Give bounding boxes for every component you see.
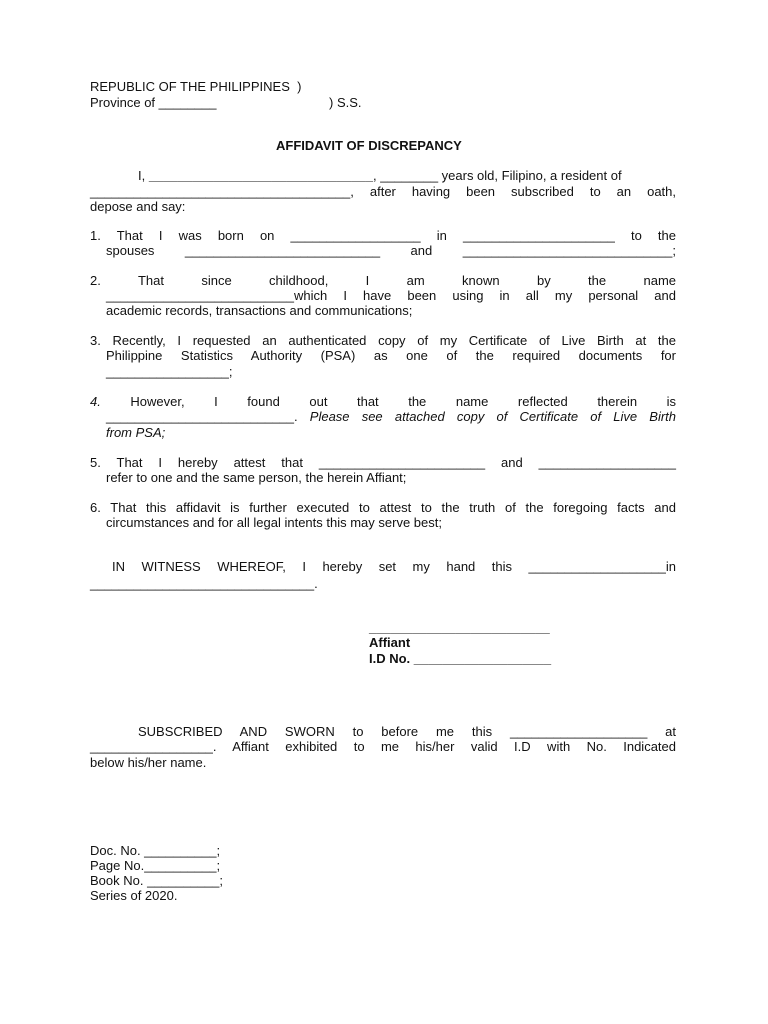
republic-header: REPUBLIC OF THE PHILIPPINES ) <box>90 79 302 94</box>
paragraph-2-line-2: __________________________which I have been using in all my personal and <box>106 288 676 303</box>
paragraph-5-line-1: 5. That I hereby attest that _______________________ and ___________________ <box>90 455 676 470</box>
name-blank: _______________________________ <box>148 168 373 183</box>
paragraph-2-line-3: academic records, transactions and communications; <box>106 303 413 318</box>
paragraph-6-line-1: 6. That this affidavit is further executed to attest to the truth of the foregoing facts and <box>90 500 676 515</box>
book-number: Book No. __________; <box>90 873 223 888</box>
paragraph-4-line-1 <box>90 394 676 410</box>
paragraph-5-line-2: refer to one and the same person, the herein Affiant; <box>106 470 407 485</box>
paragraph-4-line-3: from PSA; <box>106 425 166 440</box>
intro-line-1 <box>138 168 622 184</box>
page-number: Page No.__________; <box>90 858 221 873</box>
affiant-id-line: I.D No. ___________________ <box>369 651 552 666</box>
paragraph-4-text: However, I found out that the name reflected therein is <box>100 394 676 409</box>
paragraph-3-line-3: _________________; <box>106 364 233 379</box>
affiant-label: Affiant <box>369 635 411 650</box>
intro-line-3: depose and say: <box>90 199 186 214</box>
intro-age-resident: , ________ years old, Filipino, a resident of <box>372 168 622 183</box>
doc-number: Doc. No. __________; <box>90 843 221 858</box>
province-line: Province of ________ <box>90 95 217 110</box>
subscribed-line-2: _________________. Affiant exhibited to me his/her valid I.D with No. Indicated <box>90 739 676 754</box>
paragraph-6-line-2: circumstances and for all legal intents this may serve best; <box>106 515 442 530</box>
subscribed-line-3: below his/her name. <box>90 755 207 770</box>
paragraph-4-line-2 <box>106 409 676 425</box>
ss-marker: ) S.S. <box>329 95 362 110</box>
signature-line: _________________________ <box>369 620 550 635</box>
paragraph-4-number: 4. <box>90 394 101 409</box>
witness-line-1: IN WITNESS WHEREOF, I hereby set my hand this ___________________in <box>112 559 676 574</box>
witness-line-2: _______________________________. <box>90 576 318 591</box>
paragraph-1-line-2: spouses ___________________________ and _____________________________; <box>106 243 676 258</box>
intro-prefix: I, <box>138 168 149 183</box>
intro-line-2: ____________________________________, after having been subscribed to an oath, <box>90 184 676 199</box>
series-year: Series of 2020. <box>90 888 178 903</box>
paragraph-4-blank: __________________________. <box>106 409 310 424</box>
paragraph-1-line-1: 1. That I was born on __________________ in _____________________ to the <box>90 228 676 243</box>
paragraph-3-line-2: Philippine Statistics Authority (PSA) as one of the required documents for <box>106 348 676 363</box>
paragraph-2-line-1: 2. That since childhood, I am known by the name <box>90 273 676 288</box>
paragraph-3-line-1: 3. Recently, I requested an authenticated copy of my Certificate of Live Birth at the <box>90 333 676 348</box>
subscribed-line-1: SUBSCRIBED AND SWORN to before me this ___________________ at <box>138 724 676 739</box>
paragraph-4-note: Please see attached copy of Certificate of Live Birth <box>309 409 677 424</box>
document-title: AFFIDAVIT OF DISCREPANCY <box>276 138 462 153</box>
